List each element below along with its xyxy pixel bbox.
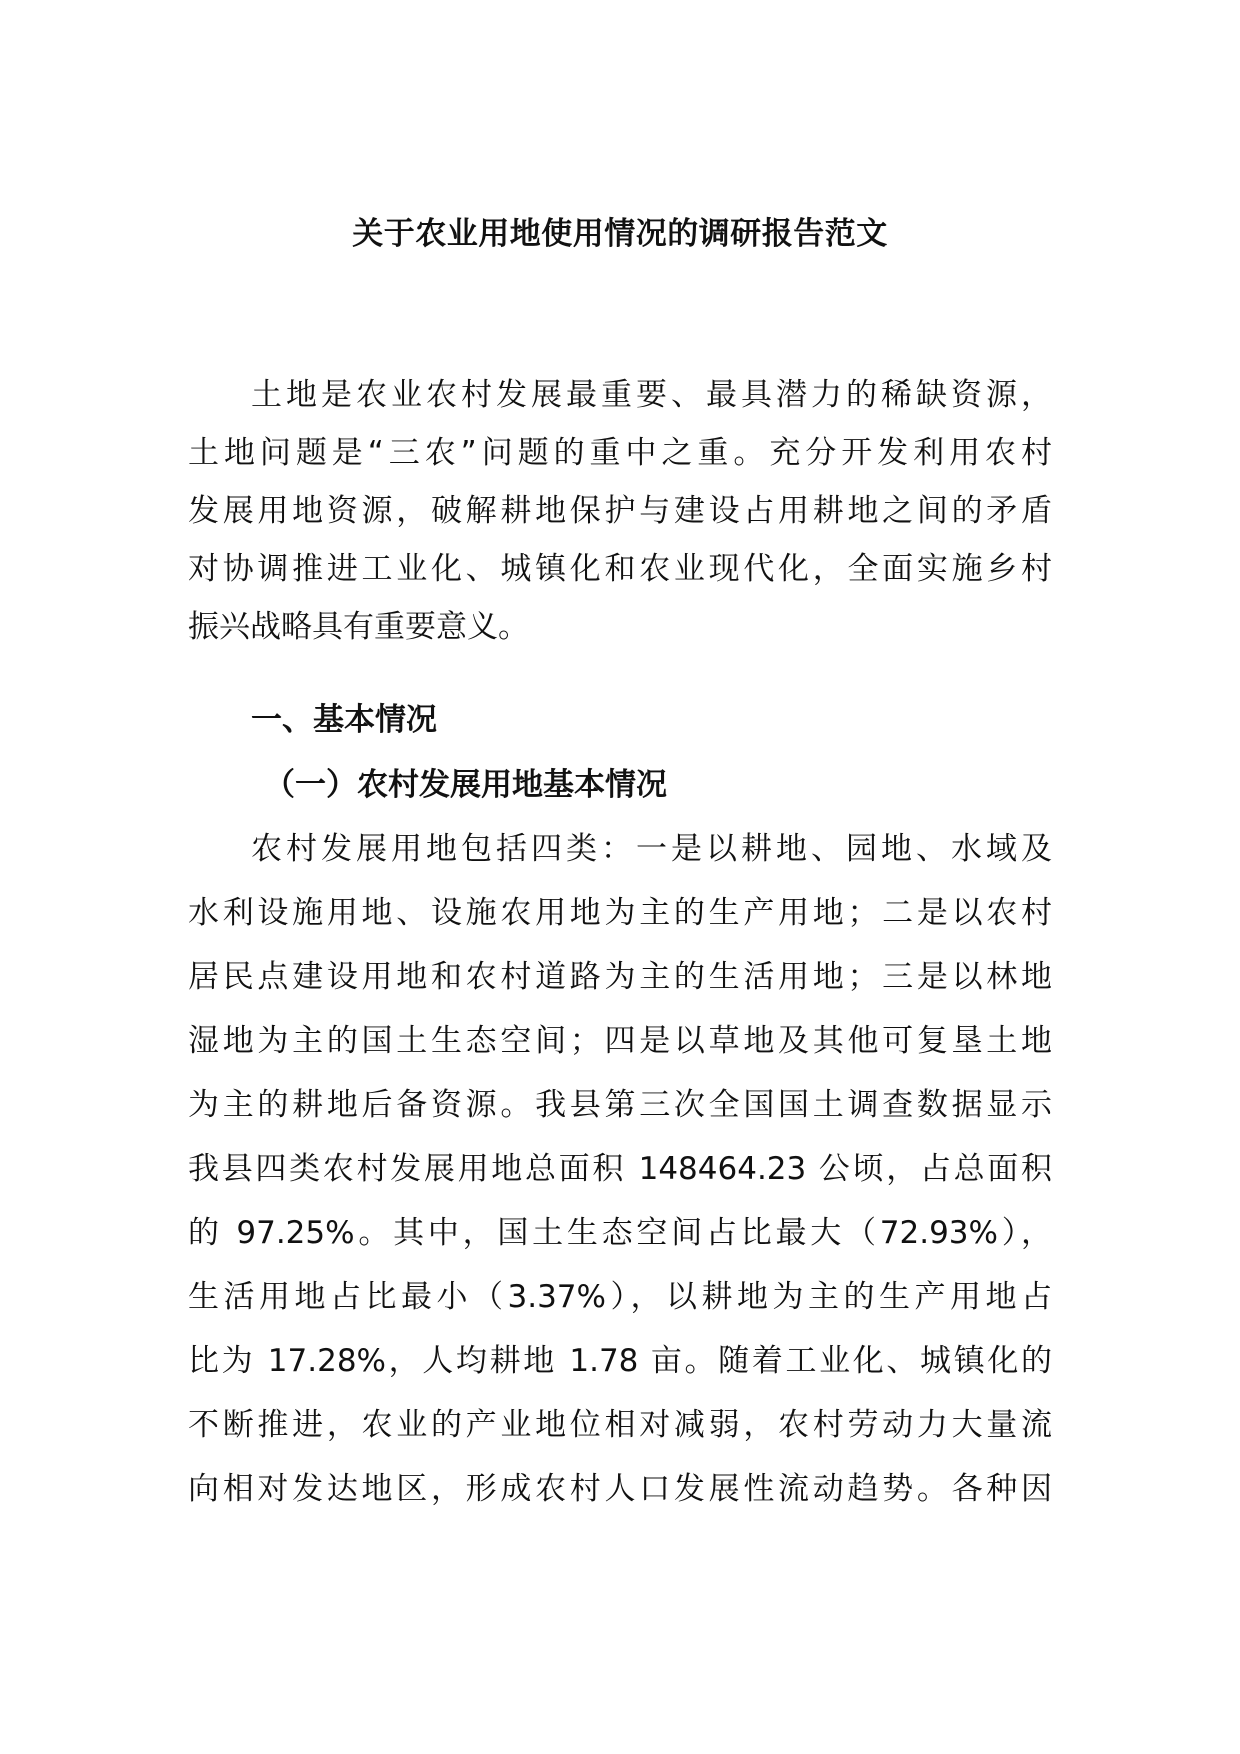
intro-paragraph-line: 土地是农业农村发展最重要、最具潜力的稀缺资源， [251, 377, 1052, 413]
body-paragraph-line: 为主的耕地后备资源。我县第三次全国国土调查数据显示 [188, 1087, 1052, 1123]
document-title: 关于农业用地使用情况的调研报告范文 [352, 216, 888, 252]
body-paragraph-line: 生活用地占比最小（3.37%），以耕地为主的生产用地占 [188, 1279, 1052, 1315]
body-paragraph-line: 的 97.25%。其中，国土生态空间占比最大（72.93%）， [188, 1215, 1052, 1251]
intro-paragraph-line: 对协调推进工业化、城镇化和农业现代化，全面实施乡村 [188, 551, 1052, 587]
body-paragraph-line: 比为 17.28%，人均耕地 1.78 亩。随着工业化、城镇化的 [188, 1343, 1052, 1379]
body-paragraph-line: 向相对发达地区，形成农村人口发展性流动趋势。各种因 [188, 1471, 1052, 1507]
section-heading: 一、基本情况 [251, 702, 437, 738]
body-paragraph-line: 农村发展用地包括四类：一是以耕地、园地、水域及 [251, 831, 1052, 867]
subsection-heading: （一）农村发展用地基本情况 [264, 767, 667, 803]
body-paragraph-line: 居民点建设用地和农村道路为主的生活用地；三是以林地 [188, 959, 1052, 995]
body-paragraph-line: 不断推进，农业的产业地位相对减弱，农村劳动力大量流 [188, 1407, 1052, 1443]
intro-paragraph-line: 发展用地资源，破解耕地保护与建设占用耕地之间的矛盾 [188, 493, 1052, 529]
body-paragraph-line: 我县四类农村发展用地总面积 148464.23 公顷，占总面积 [188, 1151, 1052, 1187]
intro-paragraph-line: 振兴战略具有重要意义。 [188, 609, 529, 645]
intro-paragraph-line: 土地问题是“三农”问题的重中之重。充分开发利用农村 [188, 435, 1052, 471]
body-paragraph-line: 湿地为主的国土生态空间；四是以草地及其他可复垦土地 [188, 1023, 1052, 1059]
body-paragraph-line: 水利设施用地、设施农用地为主的生产用地；二是以农村 [188, 895, 1052, 931]
